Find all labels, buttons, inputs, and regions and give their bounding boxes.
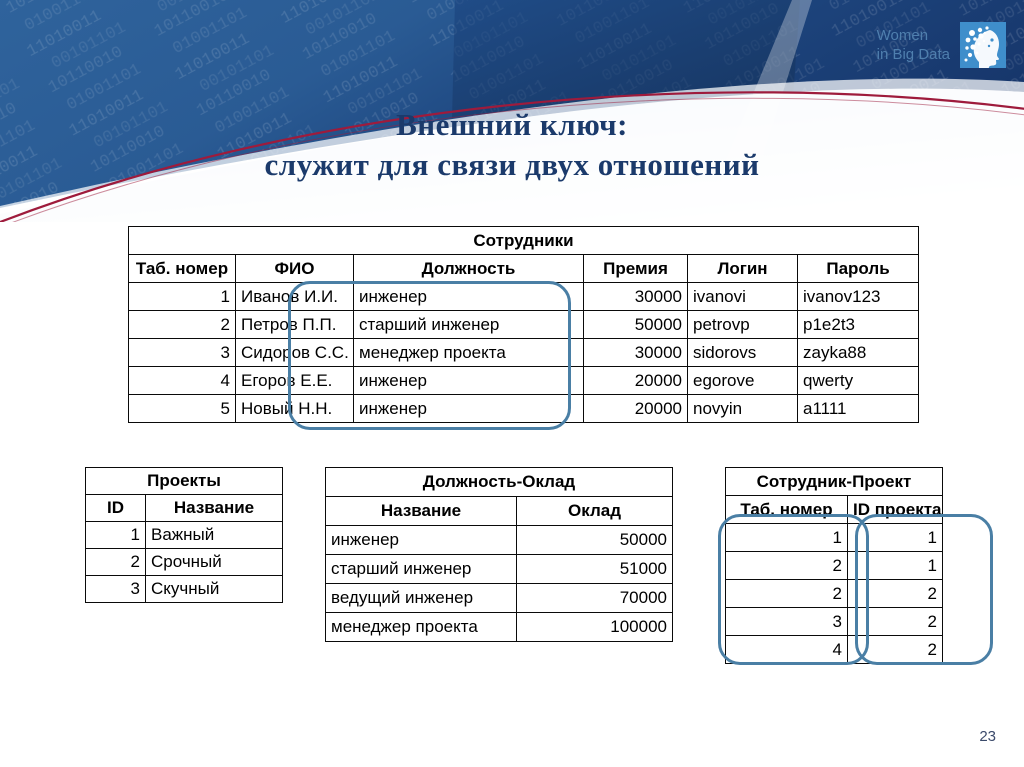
table-header-row — [129, 255, 919, 283]
cell-premiya: 30000 — [584, 283, 688, 311]
table-row — [326, 526, 673, 555]
title-line-2: служит для связи двух отношений — [264, 147, 760, 182]
cell-dolzhnost: инженер — [354, 395, 584, 423]
cell-nazvanie: Скучный — [146, 576, 283, 603]
table-row — [726, 636, 943, 664]
cell-premiya: 20000 — [584, 395, 688, 423]
column-header-dolzhnost: Должность — [354, 255, 584, 283]
table-row — [86, 522, 283, 549]
cell-nazvanie: ведущий инженер — [326, 584, 517, 613]
table-caption: Сотрудник-Проект — [726, 468, 943, 496]
table-row — [326, 613, 673, 642]
cell-oklad: 50000 — [517, 526, 673, 555]
cell-nazvanie: Важный — [146, 522, 283, 549]
cell-parol: qwerty — [798, 367, 919, 395]
cell-id-proekta: 1 — [848, 524, 943, 552]
head-profile-dots-icon — [960, 22, 1006, 68]
cell-tab-nomer: 2 — [129, 311, 236, 339]
cell-parol: ivanov123 — [798, 283, 919, 311]
cell-nazvanie: Срочный — [146, 549, 283, 576]
cell-dolzhnost: старший инженер — [354, 311, 584, 339]
cell-tab-nomer: 4 — [129, 367, 236, 395]
table-row — [726, 552, 943, 580]
cell-dolzhnost: инженер — [354, 283, 584, 311]
table-position-salary — [325, 467, 673, 642]
table-header-row — [326, 497, 673, 526]
cell-id: 1 — [86, 522, 146, 549]
column-header-login: Логин — [688, 255, 798, 283]
cell-premiya: 30000 — [584, 339, 688, 367]
table-caption: Сотрудники — [129, 227, 919, 255]
table-caption-row — [726, 468, 943, 496]
column-header-nazvanie: Название — [146, 495, 283, 522]
table-row — [726, 580, 943, 608]
table-projects — [85, 467, 283, 603]
cell-tab-nomer: 2 — [726, 580, 848, 608]
column-header-premiya: Премия — [584, 255, 688, 283]
cell-tab-nomer: 1 — [129, 283, 236, 311]
table-employee-project — [725, 467, 943, 664]
column-header-id-proekta: ID проекта — [848, 496, 943, 524]
table-employees — [128, 226, 919, 423]
logo-text — [877, 26, 950, 64]
cell-tab-nomer: 5 — [129, 395, 236, 423]
cell-dolzhnost: менеджер проекта — [354, 339, 584, 367]
cell-fio: Новый Н.Н. — [236, 395, 354, 423]
women-in-big-data-logo — [877, 22, 1006, 68]
table-row — [129, 283, 919, 311]
cell-login: sidorovs — [688, 339, 798, 367]
cell-tab-nomer: 3 — [129, 339, 236, 367]
column-header-nazvanie: Название — [326, 497, 517, 526]
column-header-id: ID — [86, 495, 146, 522]
table-header-row — [726, 496, 943, 524]
column-header-tab-nomer: Таб. номер — [726, 496, 848, 524]
title-line-1: Внешний ключ: — [396, 107, 628, 142]
cell-tab-nomer: 3 — [726, 608, 848, 636]
cell-parol: p1e2t3 — [798, 311, 919, 339]
cell-premiya: 20000 — [584, 367, 688, 395]
column-header-oklad: Оклад — [517, 497, 673, 526]
cell-nazvanie: старший инженер — [326, 555, 517, 584]
table-row — [129, 395, 919, 423]
logo-line-2: in Big Data — [876, 46, 950, 63]
column-header-tab-nomer: Таб. номер — [129, 255, 236, 283]
cell-premiya: 50000 — [584, 311, 688, 339]
cell-id: 2 — [86, 549, 146, 576]
table-row — [326, 555, 673, 584]
table-row — [326, 584, 673, 613]
cell-nazvanie: инженер — [326, 526, 517, 555]
cell-oklad: 51000 — [517, 555, 673, 584]
table-caption: Проекты — [86, 468, 283, 495]
cell-id: 3 — [86, 576, 146, 603]
cell-parol: zayka88 — [798, 339, 919, 367]
cell-tab-nomer: 2 — [726, 552, 848, 580]
table-caption-row — [326, 468, 673, 497]
cell-oklad: 100000 — [517, 613, 673, 642]
table-row — [129, 367, 919, 395]
column-header-fio: ФИО — [236, 255, 354, 283]
cell-id-proekta: 2 — [848, 580, 943, 608]
column-header-parol: Пароль — [798, 255, 919, 283]
table-row — [86, 576, 283, 603]
cell-login: ivanovi — [688, 283, 798, 311]
cell-id-proekta: 1 — [848, 552, 943, 580]
table-row — [86, 549, 283, 576]
cell-fio: Иванов И.И. — [236, 283, 354, 311]
cell-oklad: 70000 — [517, 584, 673, 613]
cell-login: petrovp — [688, 311, 798, 339]
cell-id-proekta: 2 — [848, 608, 943, 636]
table-caption-row — [86, 468, 283, 495]
table-row — [726, 524, 943, 552]
table-caption-row — [129, 227, 919, 255]
cell-login: egorove — [688, 367, 798, 395]
cell-login: novyin — [688, 395, 798, 423]
cell-fio: Петров П.П. — [236, 311, 354, 339]
table-row — [726, 608, 943, 636]
table-header-row — [86, 495, 283, 522]
cell-fio: Егоров Е.Е. — [236, 367, 354, 395]
cell-dolzhnost: инженер — [354, 367, 584, 395]
table-row — [129, 339, 919, 367]
cell-fio: Сидоров С.С. — [236, 339, 354, 367]
cell-nazvanie: менеджер проекта — [326, 613, 517, 642]
table-caption: Должность-Оклад — [326, 468, 673, 497]
page-number: 23 — [979, 728, 996, 745]
page-title — [0, 106, 1024, 184]
cell-tab-nomer: 1 — [726, 524, 848, 552]
table-row — [129, 311, 919, 339]
cell-tab-nomer: 4 — [726, 636, 848, 664]
cell-parol: a1111 — [798, 395, 919, 423]
cell-id-proekta: 2 — [848, 636, 943, 664]
logo-line-1: Women — [876, 27, 929, 44]
